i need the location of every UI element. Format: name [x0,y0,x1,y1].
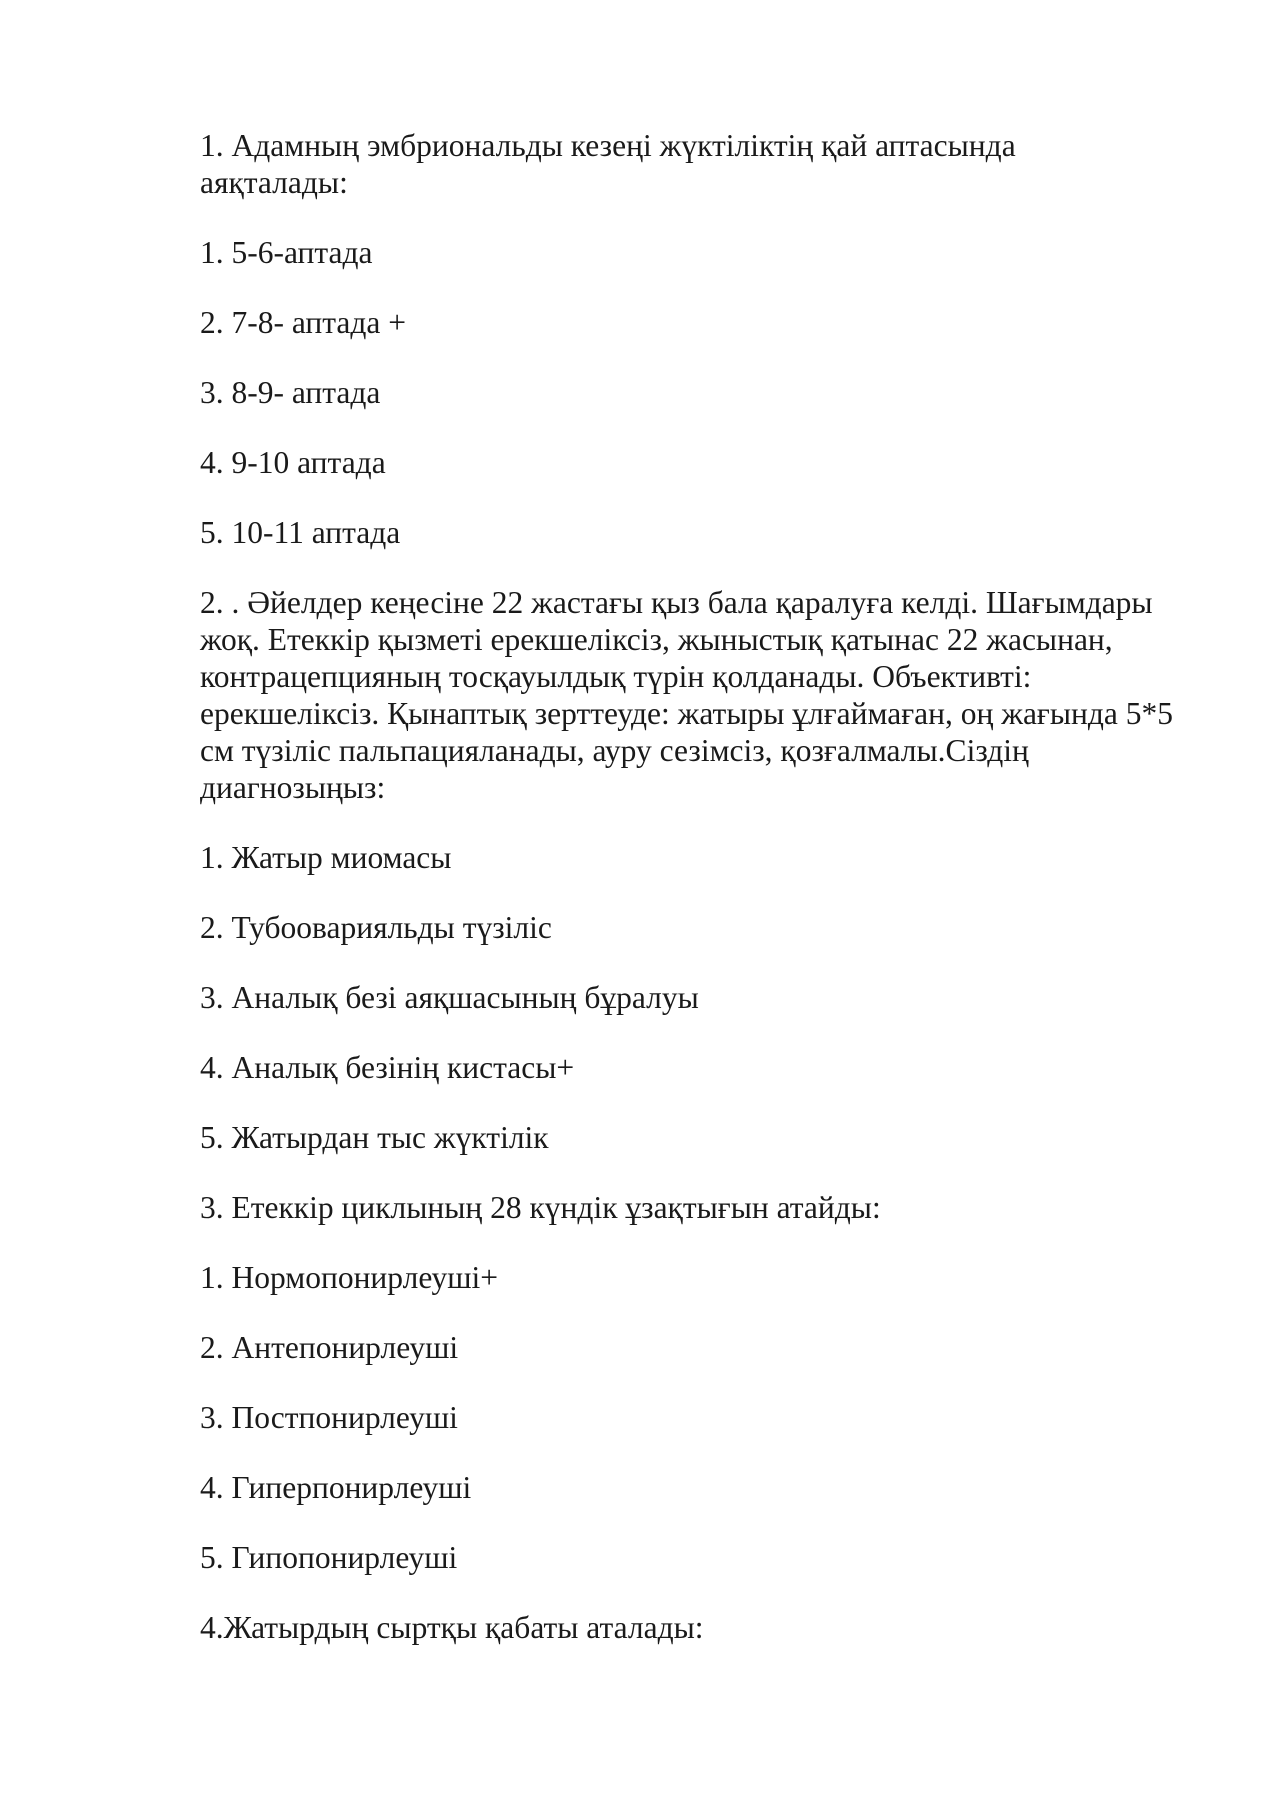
question-1-option-1: 1. 5-6-аптада [200,235,373,270]
question-2-option-2: 2. Тубооварияльды түзіліс [200,910,552,945]
question-1-option-2: 2. 7-8- аптада + [200,305,407,340]
question-4-text: 4.Жатырдың сыртқы қабаты аталады: [200,1610,704,1645]
question-2-text: 2. . Әйелдер кеңесіне 22 жастағы қыз бала қаралуға келді. Шағымдары жоқ. Етеккір қызметі ерекшеліксіз, жыныстық қатынас 22 жасынан, контрацепцияның тосқауылдық түрін қолданады. Объективті: ерекшеліксіз. Қынаптық зерттеуде: жатыры ұлғаймаған, оң жағында 5*5 см түзіліс пальпацияланады, ауру сезімсіз, қозғалмалы.Сіздің диагнозыңыз: [200,585,1174,805]
question-1-option-5: 5. 10-11 аптада [200,515,401,550]
question-3-option-5: 5. Гипопонирлеуші [200,1540,458,1575]
question-2-option-1: 1. Жатыр миомасы [200,840,452,875]
question-2-option-3: 3. Аналық безі аяқшасының бұралуы [200,980,699,1015]
question-1-option-4: 4. 9-10 аптада [200,445,386,480]
question-3-option-2: 2. Антепонирлеуші [200,1330,459,1365]
question-3-option-3: 3. Постпонирлеуші [200,1400,458,1435]
question-2-option-5: 5. Жатырдан тыс жүктілік [200,1120,549,1155]
question-2-option-4: 4. Аналық безінің кистасы+ [200,1050,575,1085]
question-1-option-3: 3. 8-9- аптада [200,375,381,410]
question-3-text: 3. Етеккір циклының 28 күндік ұзақтығын атайды: [200,1190,881,1225]
question-3-option-4: 4. Гиперпонирлеуші [200,1470,472,1505]
question-1-text: 1. Адамның эмбриональды кезеңі жүктіліктің қай аптасында аяқталады: [200,128,1016,200]
question-3-option-1: 1. Нормопонирлеуші+ [200,1260,499,1295]
document-content [200,127,1185,1679]
